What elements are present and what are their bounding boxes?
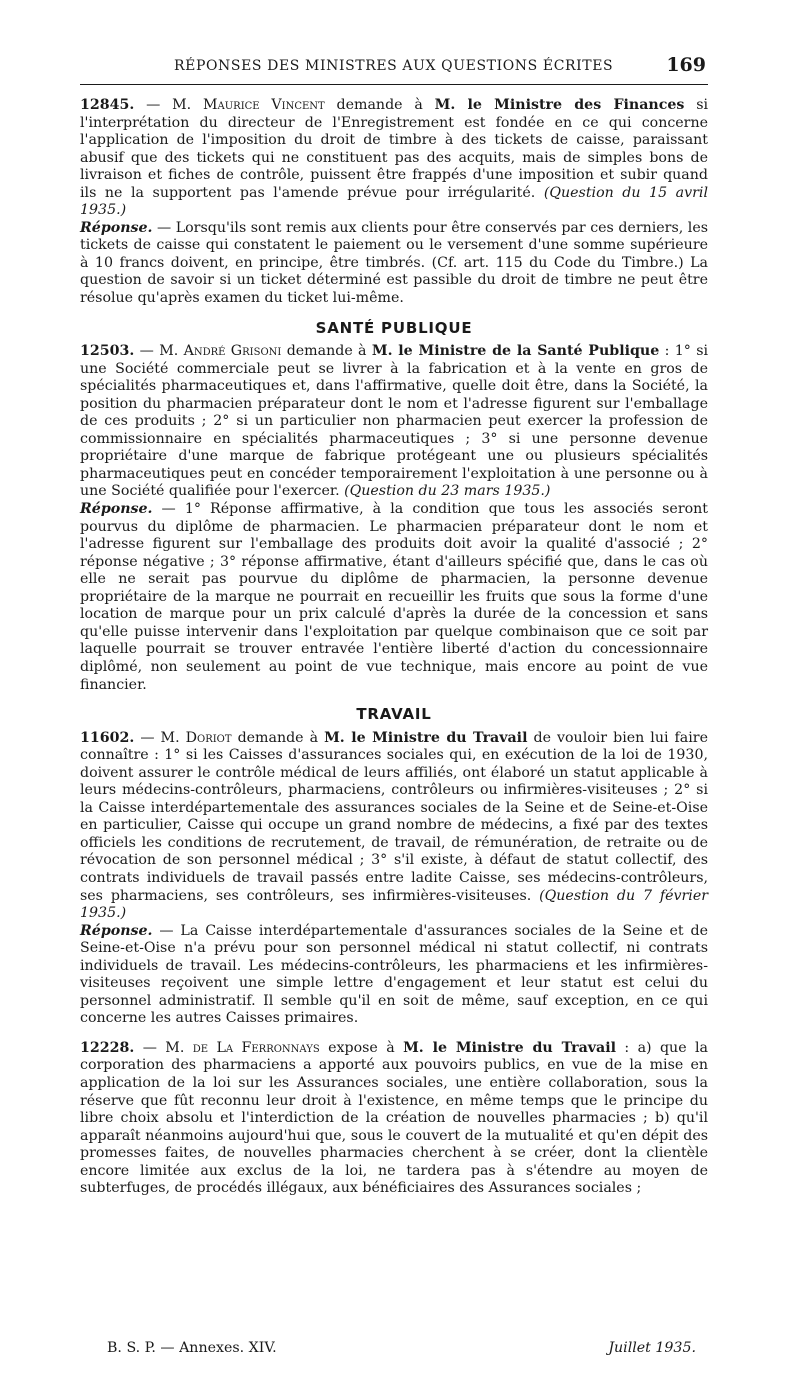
- header-rule: [80, 84, 708, 85]
- dash-intro: — M.: [134, 343, 184, 360]
- footer-publication: B. S. P. — Annexes. XIV.: [107, 1340, 277, 1356]
- dash-intro: — M.: [134, 729, 186, 746]
- answer-11602: [80, 923, 708, 1028]
- page-body: [80, 97, 708, 1198]
- minister-name: M. le Ministre des Finances: [434, 97, 685, 113]
- answer-label: Réponse.: [80, 922, 153, 939]
- question-number: 12845.: [80, 97, 135, 113]
- answer-text: — 1° Réponse affirmative, à la condition que tous les associés seront pourvus du diplôme de pharmacien. Le pharmacien préparateur dont le nom et l'adresse figurent sur l'emballage des produits doit avoir la qualité d'associé ; 2° réponse négative ; 3° réponse affirmative, étant d'ailleurs spécifié que, dans le cas où elle ne serait pas pourvue du diplôme de pharmacien, la personne devenue propriétaire de la marque ne pourrait en recueillir les fruits que sous la forme d'une location de marque pour un prix calculé d'après la durée de la concession et sans qu'elle puisse intervenir dans l'exploitation par quelque combinaison que ce soit par laquelle pourrait se trouver entravée l'entière liberté d'action du concessionnaire diplômé, non seulement au point de vue technique, mais encore au point de vue financier.: [80, 501, 708, 693]
- question-12228: [80, 1040, 708, 1198]
- verb: demande à: [324, 97, 435, 113]
- deputy-name: de La Ferronnays: [192, 1039, 320, 1056]
- deputy-name: Maurice Vincent: [202, 97, 325, 113]
- verb: expose à: [319, 1039, 404, 1056]
- question-text: : a) que la corporation des pharmaciens a apporté aux pouvoirs publics, en vue de la mise en application de la loi sur les Assurances sociales, une entière collaboration, sous la réserve que fût reconnu leur droit à l'existence, en même temps que le principe du libre choix absolu et l'interdiction de la création de nouvelles pharmacies ; b) qu'il apparaît néanmoins aujourd'hui que, sous le couvert de la mutualité et qu'en dépit des promesses faites, de nouvelles pharmacies cherchent à se créer, dont la clientèle encore limitée aux exclus de la loi, ne tardera pas à s'étendre au moyen de subterfuges, de procédés illégaux, aux bénéficiaires des Assurances sociales ;: [80, 1039, 708, 1197]
- minister-name: M. le Ministre du Travail: [324, 729, 528, 746]
- running-title: RÉPONSES DES MINISTRES AUX QUESTIONS ÉCRITES: [174, 58, 614, 74]
- minister-name: M. le Ministre du Travail: [403, 1039, 616, 1056]
- section-heading-travail: TRAVAIL: [356, 705, 432, 724]
- dash-intro: — M.: [134, 97, 203, 113]
- question-date: (Question du 15 avril 1935.): [80, 184, 708, 219]
- page-header: [80, 54, 708, 80]
- minister-name: M. le Ministre de la Santé Publique: [371, 343, 660, 360]
- footer-date: Juillet 1935.: [608, 1340, 696, 1356]
- question-text: : 1° si une Société commerciale peut se livrer à la fabrication et à la vente en gros de spécialités pharmaceutiques et, dans l'affirmative, quelle doit être, dans la Société, la position du pharmacien préparateur dont le nom et l'adresse figurent sur l'emballage de ces produits ; 2° si un particulier non pharmacien peut exercer la profession de commissionnaire en spécialités pharmaceutiques ; 3° si une personne devenue propriétaire d'une marque de fabrique protégeant une ou plusieurs spécialités pharmaceutiques peut en concéder temporairement l'exploitation à une personne ou à une Société qualifiée pour l'exercer.: [80, 343, 709, 500]
- answer-text: — Lorsqu'ils sont remis aux clients pour être conservés par ces derniers, les tickets de caisse qui constatent le paiement ou le versement d'une somme supérieure à 10 francs doivent, en principe, être timbrés. (Cf. art. 115 du Code du Timbre.) La question de savoir si un ticket déterminé est passible du droit de timbre ne peut être résolue qu'après examen du ticket lui-même.: [80, 219, 708, 307]
- question-12845: [80, 97, 708, 220]
- question-text: si l'interprétation du directeur de l'Enregistrement est fondée en ce qui concerne l'application de l'imposition du droit de timbre à des tickets de caisse, paraissant abusif que des tickets qui ne constituent pas des acquits, mais de simples bons de livraison et fiches de contrôle, puissent être frappés d'une imposition et subir quand ils ne la supportent pas l'amende prévue pour irrégularité.: [80, 97, 709, 201]
- page-number: 169: [666, 54, 706, 76]
- section-heading-sante: SANTÉ PUBLIQUE: [315, 318, 473, 337]
- question-text: de vouloir bien lui faire connaître : 1° si les Caisses d'assurances sociales qui, en exécution de la loi de 1930, doivent assurer le contrôle médical de leurs affiliés, ont élaboré un statut applicable à leurs médecins-contrôleurs, pharmaciens, contrôleurs ou infirmières-visiteuses ; 2° si la Caisse interdépartementale des assurances sociales de la Seine et de Seine-et-Oise en particulier, Caisse qui occupe un grand nombre de médecins, a fixé par des textes officiels les conditions de recrutement, de travail, de rémunération, de retraite ou de révocation de son personnel médical ; 3° s'il existe, à défaut de statut collectif, des contrats individuels de travail passés entre ladite Caisse, ses médecins-contrôleurs, ses pharmaciens, ses contrôleurs, ses infirmières-visiteuses.: [80, 729, 708, 904]
- question-12503: [80, 343, 708, 501]
- question-number: 12228.: [80, 1039, 135, 1056]
- dash-intro: — M.: [134, 1039, 193, 1056]
- question-date: (Question du 23 mars 1935.): [344, 483, 551, 500]
- verb: demande à: [281, 343, 372, 360]
- deputy-name: Doriot: [185, 729, 232, 746]
- question-11602: [80, 730, 708, 923]
- answer-text: — La Caisse interdépartementale d'assurances sociales de la Seine et de Seine-et-Oise n'a prévu pour son personnel médical ni statut collectif, ni contrats individuels de travail. Les médecins-contrôleurs, les pharmaciens et les infirmières-visiteuses reçoivent une simple lettre d'engagement et leur statut est celui du personnel administratif. Il semble qu'il en soit de même, sauf exception, en ce qui concerne les autres Caisses primaires.: [80, 922, 708, 1027]
- verb: demande à: [231, 729, 325, 746]
- answer-label: Réponse.: [80, 219, 153, 236]
- deputy-name: André Grisoni: [183, 343, 282, 360]
- question-date: (Question du 7 février 1935.): [80, 887, 708, 922]
- answer-label: Réponse.: [80, 501, 153, 518]
- answer-12845: [80, 220, 708, 308]
- answer-12503: [80, 501, 708, 694]
- question-number: 11602.: [80, 729, 135, 746]
- question-number: 12503.: [80, 343, 135, 360]
- page-footer: [80, 1340, 708, 1360]
